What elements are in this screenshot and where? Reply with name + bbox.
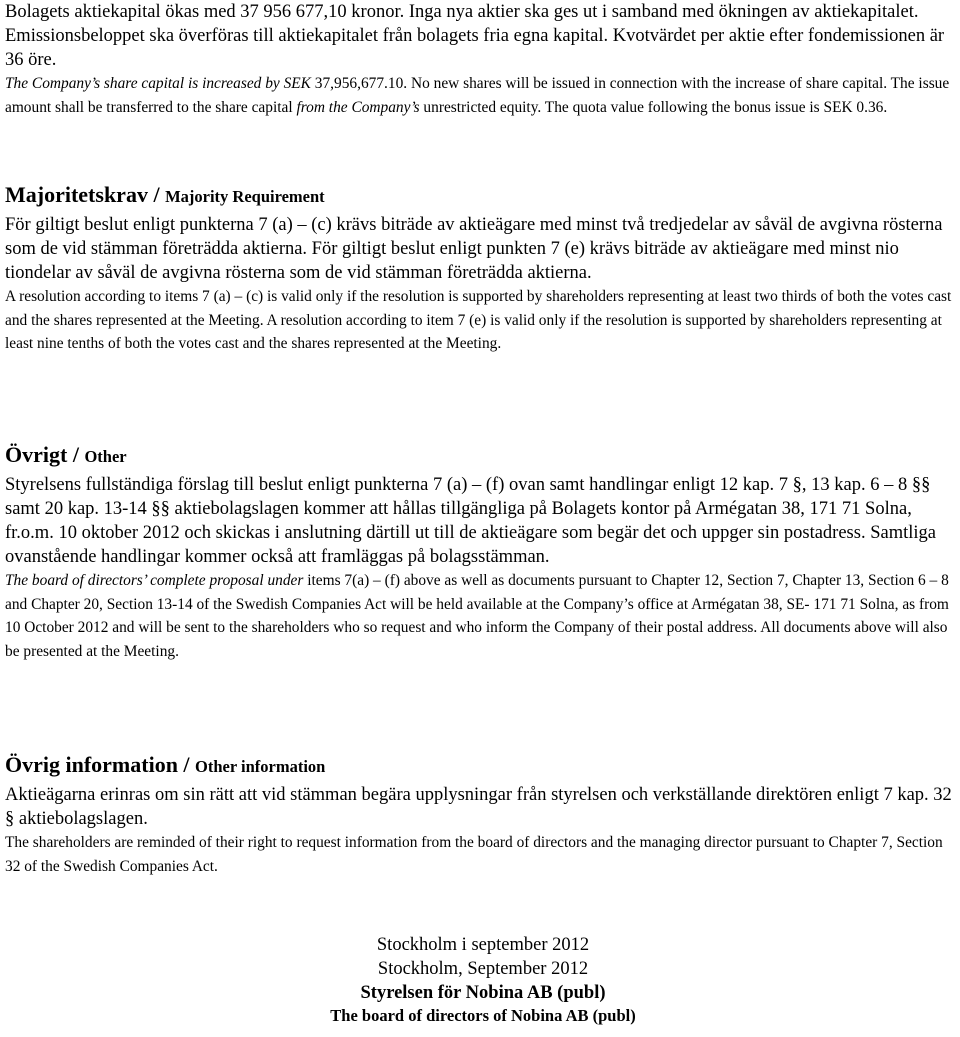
majority-heading-sv: Majoritetskrav / (5, 182, 166, 207)
signature-place-date-sv: Stockholm i september 2012 (376, 935, 590, 955)
other-info-text-sv: Aktieägarna erinras om sin rätt att vid stämman begära upplysningar från styrelsen och verkställande direktören enligt 7 kap. 32 § aktiebolagslagen. (5, 785, 952, 829)
other-en-rest: items 7(a) – (f) above as well as documents pursuant to Chapter 12, Section 7, Chapter 13, Section 6 – 8 and Chapter 20, Section 13-14 of the Swedish Companies Act will be held available at the Company’s office at Armégatan 38, SE- 171 71 Solna, as from 10 October 2012 and will be sent to the shareholders who so request and who inform the Company of their postal address. All documents above will also be presented at the Meeting. (5, 572, 949, 660)
other-heading-sv: Övrigt / (5, 442, 85, 467)
majority-text-en: A resolution according to items 7 (a) – (c) is valid only if the resolution is supported by shareholders representing at least two thirds of both the votes cast and the shares represented at the Meeting. A resolution according to item 7 (e) is valid only if the resolution is supported by shareholders representing at least nine tenths of both the votes cast and the shares represented at the Meeting. (5, 288, 952, 352)
signature-place-date-en: Stockholm, September 2012 (377, 959, 589, 979)
other-heading (5, 440, 957, 473)
other-heading-en: Other (84, 447, 127, 466)
other-section (5, 440, 957, 663)
majority-text-sv: För giltigt beslut enligt punkterna 7 (a) – (c) krävs biträde av aktieägare med minst två tredjedelar av såväl de avgivna rösterna som de vid stämman företrädda aktierna. För giltigt beslut enligt punkten 7 (e) krävs biträde av aktieägare med minst nio tiondelar av såväl de avgivna rösterna som de vid stämman företrädda aktierna. (5, 215, 943, 283)
bonus-issue-text-en (5, 72, 957, 119)
signature-board-en: The board of directors of Nobina AB (publ) (330, 1006, 636, 1025)
majority-heading (5, 180, 957, 213)
bonus-issue-en-2: unrestricted equity. The quota value following the bonus issue is SEK 0.36. (419, 98, 888, 116)
signature-block (0, 933, 960, 1027)
bonus-issue-section (5, 0, 957, 119)
other-info-text-en: The shareholders are reminded of their right to request information from the board of directors and the managing director pursuant to Chapter 7, Section 32 of the Swedish Companies Act. (5, 834, 943, 875)
other-info-heading (5, 750, 957, 783)
other-info-heading-en: Other information (195, 757, 326, 776)
bonus-issue-en-1: 37,956,677.10. No new shares will be issued in connection with the increase of share capital. The issue amount shall be transferred to the share capital (5, 75, 950, 116)
other-en-italic: The board of directors’ complete proposal under (5, 572, 304, 589)
signature-board-sv: Styrelsen för Nobina AB (publ) (360, 983, 606, 1003)
other-info-heading-sv: Övrig information / (5, 752, 196, 777)
other-info-section (5, 750, 957, 878)
majority-section (5, 180, 957, 356)
bonus-issue-en-italic-2: from the Company’s (296, 98, 420, 116)
bonus-issue-en-italic-1: The Company’s share capital is increased by SEK (5, 75, 311, 92)
other-text-en (5, 569, 957, 663)
bonus-issue-text-sv: Bolagets aktiekapital ökas med 37 956 677,10 kronor. Inga nya aktier ska ges ut i samband med ökningen av aktiekapitalet. Emissionsbeloppet ska överföras till aktiekapitalet från bolagets fria egna kapital. Kvotvärdet per aktie efter fondemissionen är 36 öre. (5, 2, 945, 70)
majority-heading-en: Majority Requirement (165, 187, 325, 206)
other-text-sv: Styrelsens fullständiga förslag till beslut enligt punkterna 7 (a) – (f) ovan samt handlingar enligt 12 kap. 7 §, 13 kap. 6 – 8 §§ samt 20 kap. 13-14 §§ aktiebolagslagen kommer att hållas tillgängliga på Bolagets kontor på Armégatan 38, 171 71 Solna, fr.o.m. 10 oktober 2012 och skickas i anslutning därtill ut till de aktieägare som begär det och uppger sin postadress. Samtliga ovanstående handlingar kommer också att framläggas på bolagsstämman. (5, 475, 936, 567)
